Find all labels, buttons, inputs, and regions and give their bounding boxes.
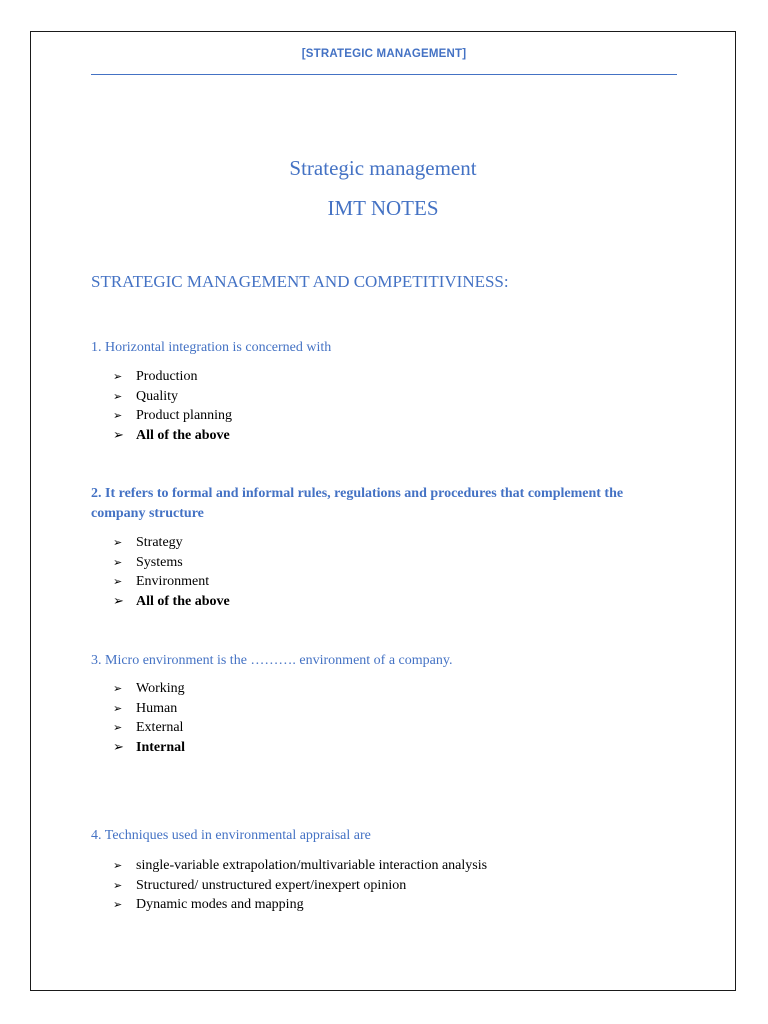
question-1-options [113,367,232,445]
arrow-bullet-icon: ➢ [113,593,124,609]
question-4: 4. Techniques used in environmental appraisal are [91,828,371,843]
arrow-bullet-icon: ➢ [113,721,123,734]
list-item: ➢ Structured/ unstructured expert/inexpert opinion [113,876,487,896]
section-heading: STRATEGIC MANAGEMENT AND COMPETITIVINESS: [91,272,509,291]
question-2-options [113,533,230,611]
question-1: 1. Horizontal integration is concerned with [91,340,332,355]
answer-item: ➢ Internal [113,738,185,758]
arrow-bullet-icon: ➢ [113,389,123,403]
arrow-bullet-icon: ➢ [113,427,124,443]
list-item: ➢ Product planning [113,406,232,426]
list-item: ➢ Dynamic modes and mapping [113,895,487,915]
arrow-bullet-icon: ➢ [113,409,123,422]
arrow-bullet-icon: ➢ [113,898,123,911]
list-item: ➢ Environment [113,572,230,592]
answer-item: ➢ All of the above [113,426,232,446]
arrow-bullet-icon: ➢ [113,536,123,549]
arrow-bullet-icon: ➢ [113,739,124,755]
arrow-bullet-icon: ➢ [113,575,123,588]
list-item: ➢ Quality [113,387,232,407]
arrow-bullet-icon: ➢ [113,859,123,872]
list-item: ➢ Strategy [113,533,230,553]
list-item: ➢ Working [113,679,185,699]
question-4-options [113,856,487,915]
question-2: 2. It refers to formal and informal rules, regulations and procedures that complement the company structure [91,486,624,521]
list-item: ➢ External [113,718,185,738]
arrow-bullet-icon: ➢ [113,701,123,715]
document-subtitle: IMT NOTES [327,196,439,220]
page-header: [STRATEGIC MANAGEMENT] [301,48,467,60]
question-3: 3. Micro environment is the ………. environment of a company. [91,653,453,668]
document-page [30,31,736,991]
header-rule [91,74,677,75]
document-title: Strategic management [289,156,477,180]
list-item: ➢ Production [113,367,232,387]
arrow-bullet-icon: ➢ [113,682,123,695]
list-item: ➢ Human [113,699,185,719]
arrow-bullet-icon: ➢ [113,555,123,569]
list-item: ➢ single-variable extrapolation/multivariable interaction analysis [113,856,487,876]
list-item: ➢ Systems [113,553,230,573]
answer-item: ➢ All of the above [113,592,230,612]
arrow-bullet-icon: ➢ [113,878,123,892]
question-3-options [113,679,185,757]
arrow-bullet-icon: ➢ [113,370,123,383]
